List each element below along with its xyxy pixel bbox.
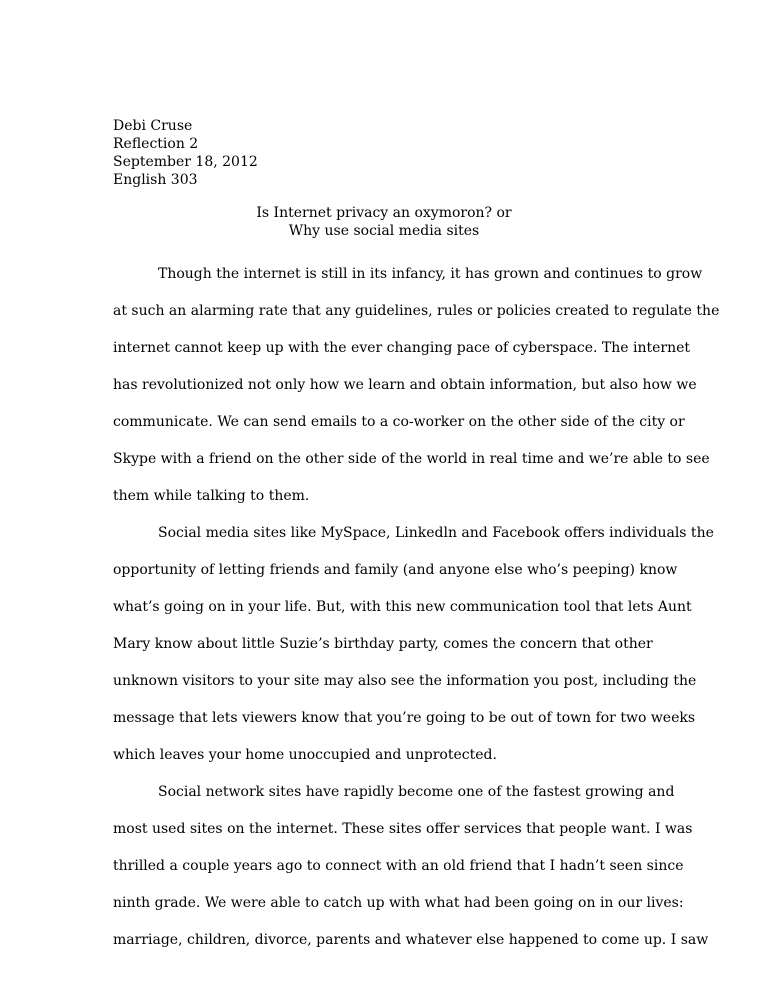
paragraph-1-line: has revolutionized not only how we learn and obtain information, but also how we — [113, 377, 697, 393]
title-line-2: Why use social media sites — [288, 223, 480, 239]
paragraph-1-line: at such an alarming rate that any guidelines, rules or policies created to regulate the — [113, 303, 720, 319]
document-title — [0, 204, 768, 240]
document-date: September 18, 2012 — [113, 154, 258, 170]
document-header — [113, 117, 258, 189]
paragraph-2-line: unknown visitors to your site may also see the information you post, including the — [113, 673, 697, 689]
paragraph-3-line: thrilled a couple years ago to connect with an old friend that I hadn’t seen since — [113, 858, 684, 874]
paragraph-3-line: Social network sites have rapidly become one of the fastest growing and — [158, 784, 675, 800]
paragraph-2-line: Mary know about little Suzie’s birthday party, comes the concern that other — [113, 636, 653, 652]
paragraph-2-line: opportunity of letting friends and family (and anyone else who’s peeping) know — [113, 562, 678, 578]
paragraph-2-line: message that lets viewers know that you’re going to be out of town for two weeks — [113, 710, 696, 726]
document-body — [113, 265, 720, 968]
paragraph-1-line: internet cannot keep up with the ever changing pace of cyberspace. The internet — [113, 340, 691, 356]
author-name: Debi Cruse — [113, 118, 193, 134]
title-line-1: Is Internet privacy an oxymoron? or — [256, 205, 512, 221]
paragraph-2-line: which leaves your home unoccupied and unprotected. — [113, 747, 497, 763]
paragraph-3-line: marriage, children, divorce, parents and whatever else happened to come up. I saw — [113, 932, 709, 948]
assignment-label: Reflection 2 — [113, 136, 199, 152]
paragraph-2-line: what’s going on in your life. But, with this new communication tool that lets Aunt — [113, 599, 692, 615]
paragraph-3-line: ninth grade. We were able to catch up with what had been going on in our lives: — [113, 895, 684, 911]
paragraph-2-line: Social media sites like MySpace, Linkedln and Facebook offers individuals the — [158, 525, 714, 541]
paragraph-1-line: communicate. We can send emails to a co-worker on the other side of the city or — [113, 414, 685, 430]
course-label: English 303 — [113, 172, 198, 188]
paragraph-1-line: them while talking to them. — [113, 488, 310, 504]
paragraph-3-line: most used sites on the internet. These sites offer services that people want. I was — [113, 821, 693, 837]
paragraph-1-line: Though the internet is still in its infancy, it has grown and continues to grow — [158, 266, 703, 282]
paragraph-1-line: Skype with a friend on the other side of the world in real time and we’re able to see — [113, 451, 710, 467]
